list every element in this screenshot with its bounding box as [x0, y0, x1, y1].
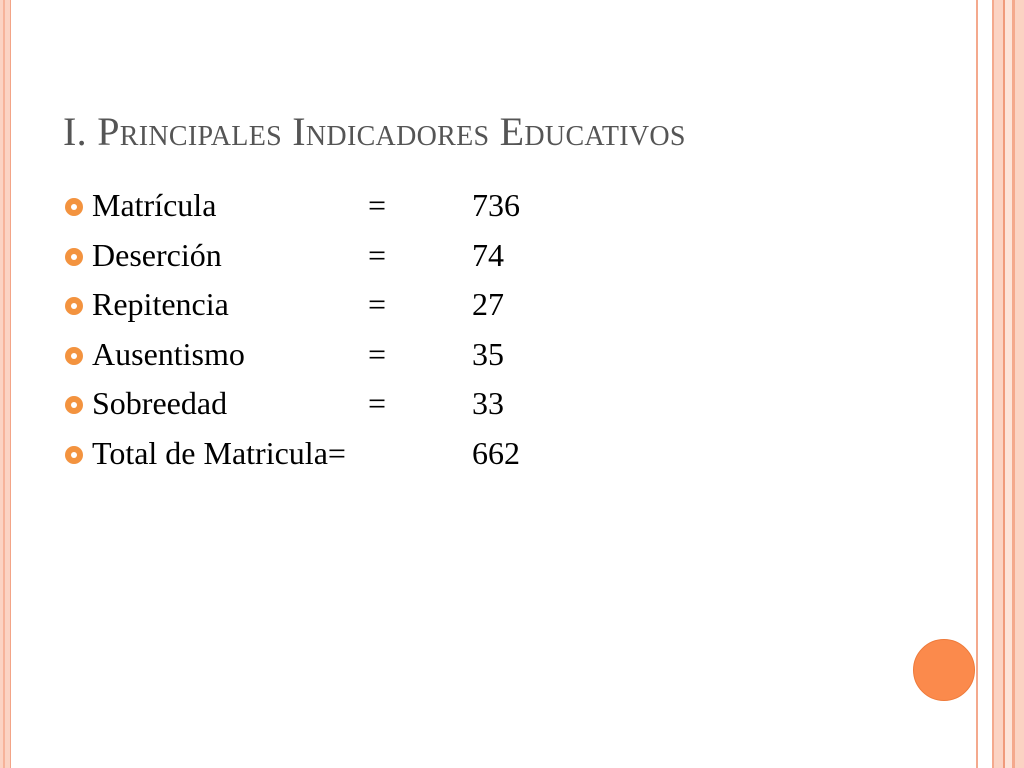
indicator-label: Deserción [92, 236, 222, 273]
equals-sign: = [368, 187, 387, 223]
bullet-icon [65, 347, 83, 365]
left-border-decoration [0, 0, 11, 768]
indicator-label: Total de Matricula= [92, 434, 346, 471]
equals-sign: = [368, 335, 387, 372]
indicator-label: Sobreedad [92, 385, 228, 421]
slide-title: I. Principales Indicadores Educativos [63, 109, 686, 154]
indicator-value: 35 [472, 335, 504, 372]
indicator-value: 27 [472, 286, 504, 322]
bullet-icon [65, 248, 83, 266]
indicator-label: Repitencia [92, 286, 229, 322]
bullet-icon [65, 198, 83, 216]
indicator-label: Ausentismo [92, 335, 245, 372]
bullet-icon [65, 396, 83, 414]
decorative-circle [913, 639, 975, 701]
indicator-value: 662 [472, 434, 520, 471]
indicator-label: Matrícula [92, 187, 217, 223]
indicator-value: 33 [472, 385, 504, 421]
bullet-icon [65, 297, 83, 315]
bullet-icon [65, 446, 83, 464]
indicator-value: 74 [472, 236, 504, 273]
indicator-value: 736 [472, 187, 520, 223]
equals-sign: = [368, 286, 387, 322]
right-border-decoration [976, 0, 1024, 768]
equals-sign: = [368, 236, 387, 273]
equals-sign: = [368, 385, 387, 421]
